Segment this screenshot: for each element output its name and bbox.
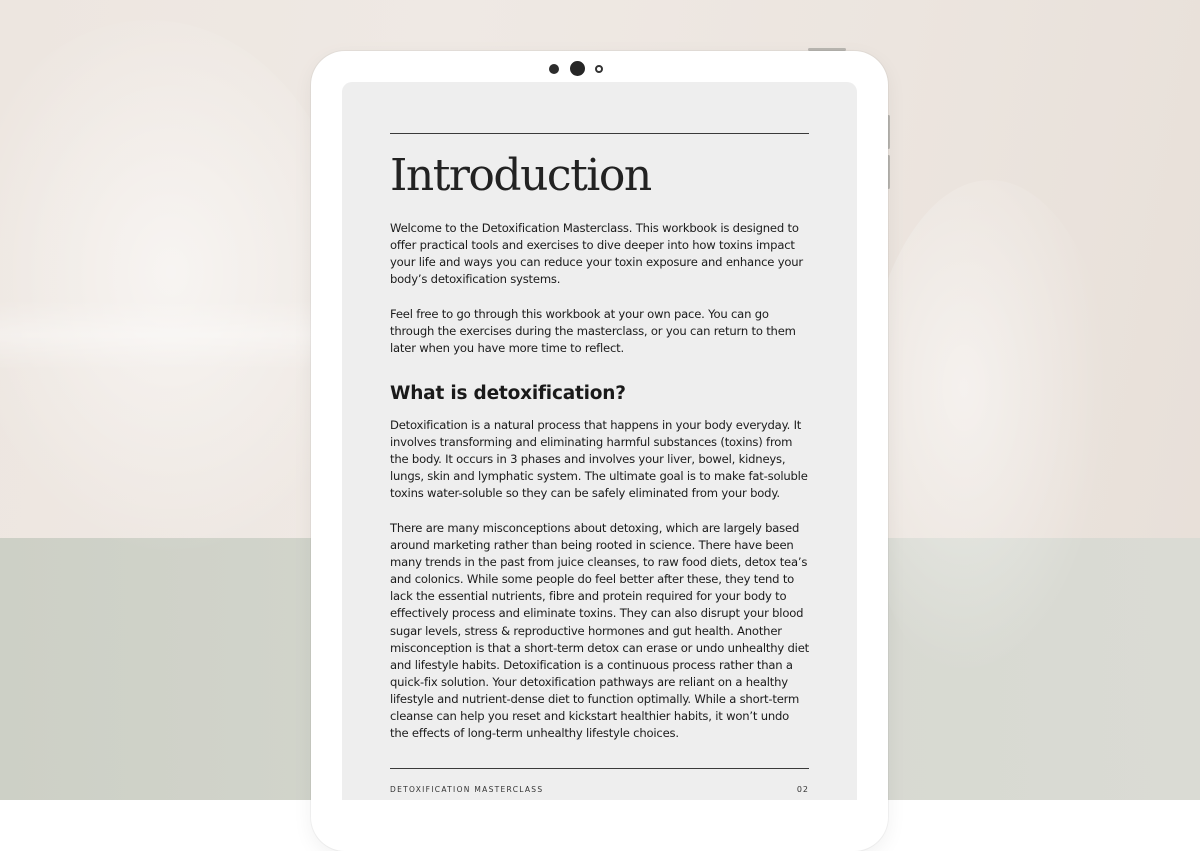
intro-paragraph-2: Feel free to go through this workbook at your own pace. You can go through the exercises during the masterclass, or you can return to them later when you have more time to reflect. [390, 307, 796, 356]
section-paragraph-2: There are many misconceptions about detoxing, which are largely based around marketing rather than being rooted in science. There have been many trends in the past from juice cleanses, to raw food diets, detox tea’s and colonics. While some people do feel better after these, they tend to lack the essential nutrients, fibre and protein required for your body to effectively process and eliminate toxins. They can also disrupt your blood sugar levels, stress & reproductive hormones and gut health. Another misconception is that a short-term detox can erase or undo unhealthy diet and lifestyle habits. Detoxification is a continuous process rather than a quick-fix solution. Your detoxification pathways are reliant on a healthy lifestyle and nutrient-dense diet to function optimally. While a short-term cleanse can help you reset and kickstart healthier habits, it won’t undo the effects of long-term unhealthy lifestyle choices. [390, 521, 809, 741]
page-title: Introduction [390, 150, 651, 201]
section-paragraph-1: Detoxification is a natural process that happens in your body everyday. It involves transforming and eliminating harmful substances (toxins) from the body. It occurs in 3 phases and involves your liver, bowel, kidneys, lungs, skin and lymphatic system. The ultimate goal is to make fat-soluble toxins water-soluble so they can be safely eliminated from your body. [390, 418, 808, 501]
intro-paragraph-1: Welcome to the Detoxification Masterclass. This workbook is designed to offer practical tools and exercises to dive deeper into how toxins impact your life and ways you can reduce your toxin exposure and enhance your body’s detoxification systems. [390, 221, 803, 287]
tablet-screen[interactable] [342, 82, 857, 800]
footer-label: DETOXIFICATION MASTERCLASS [390, 785, 544, 794]
header-divider [390, 133, 809, 134]
section-heading: What is detoxification? [390, 383, 626, 404]
page-number: 02 [796, 785, 809, 794]
camera-lens-icon [570, 61, 585, 76]
window-light-bar [0, 300, 320, 370]
camera-flash-icon [595, 65, 603, 73]
camera-sensor-icon [549, 64, 559, 74]
footer-divider [390, 768, 809, 769]
